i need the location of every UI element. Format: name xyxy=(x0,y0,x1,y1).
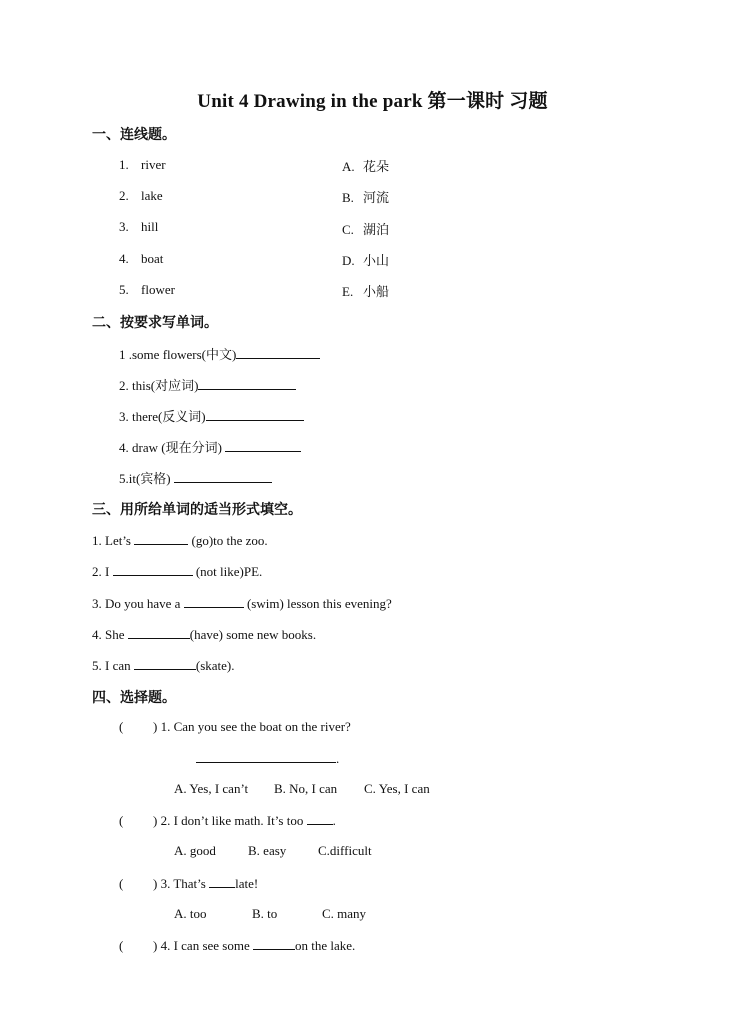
match-right-item: C. 湖泊 xyxy=(342,222,390,238)
answer-blank[interactable] xyxy=(236,346,320,359)
option-a[interactable]: A. good xyxy=(174,843,216,858)
option-c[interactable]: C.difficult xyxy=(318,843,372,858)
option-b[interactable]: B. easy xyxy=(248,843,287,858)
answer-blank[interactable] xyxy=(134,532,188,545)
answer-blank[interactable] xyxy=(184,595,244,608)
write-word-item: 3. there(反义词) xyxy=(119,406,304,425)
match-left-item: 3. hill xyxy=(119,219,159,234)
fill-blank-item: 3. Do you have a (swim) lesson this evening? xyxy=(92,596,392,611)
option-a[interactable]: A. Yes, I can’t xyxy=(174,781,249,796)
section3-heading: 三、用所给单词的适当形式填空。 xyxy=(92,502,302,518)
answer-blank[interactable] xyxy=(198,377,296,390)
answer-line: . xyxy=(196,750,339,767)
choice-question: ( ) 4. I can see some on the lake. xyxy=(119,938,356,953)
answer-blank[interactable] xyxy=(174,470,272,483)
answer-blank[interactable] xyxy=(134,657,196,670)
fill-blank-item: 1. Let’s (go)to the zoo. xyxy=(92,533,268,548)
choice-question: ( ) 2. I don’t like math. It’s too . xyxy=(119,813,336,828)
choice-question: ( ) 3. That’s late! xyxy=(119,876,259,891)
write-word-item: 4. draw (现在分词) xyxy=(119,437,301,456)
section2-heading: 二、按要求写单词。 xyxy=(92,315,218,331)
answer-blank[interactable] xyxy=(128,626,190,639)
fill-blank-item: 4. She (have) some new books. xyxy=(92,627,317,642)
option-b[interactable]: B. No, I can xyxy=(274,781,338,796)
section1-heading: 一、连线题。 xyxy=(92,127,176,143)
answer-blank[interactable] xyxy=(113,563,193,576)
option-c[interactable]: C. Yes, I can xyxy=(364,781,430,796)
match-right-item: E. 小船 xyxy=(342,284,390,300)
option-row xyxy=(174,843,372,859)
fill-blank-item: 2. I (not like)PE. xyxy=(92,564,263,579)
answer-blank[interactable] xyxy=(307,812,333,825)
answer-blank[interactable] xyxy=(225,439,301,452)
answer-bracket[interactable]: ( xyxy=(119,813,124,828)
match-right-item: D. 小山 xyxy=(342,253,390,269)
answer-blank[interactable] xyxy=(253,937,295,950)
section4-heading: 四、选择题。 xyxy=(92,690,176,706)
match-left-item: 2. lake xyxy=(119,188,163,203)
option-b[interactable]: B. to xyxy=(252,906,278,921)
option-c[interactable]: C. many xyxy=(322,906,367,921)
write-word-item: 5.it(宾格) xyxy=(119,468,272,487)
option-a[interactable]: A. too xyxy=(174,906,207,921)
answer-blank[interactable] xyxy=(206,408,304,421)
match-right-item: A. 花朵 xyxy=(342,159,390,175)
match-left-item: 5. flower xyxy=(119,282,175,297)
answer-bracket[interactable]: ( xyxy=(119,938,124,953)
page-title: Unit 4 Drawing in the park 第一课时 习题 xyxy=(197,91,548,112)
match-left-item: 4. boat xyxy=(119,251,164,266)
answer-bracket[interactable]: ( xyxy=(119,719,124,734)
option-row xyxy=(174,781,430,797)
write-word-item: 2. this(对应词) xyxy=(119,375,296,394)
match-left-item: 1. river xyxy=(119,157,166,172)
match-right-item: B. 河流 xyxy=(342,190,390,206)
fill-blank-item: 5. I can (skate). xyxy=(92,658,235,673)
answer-blank[interactable] xyxy=(196,750,336,763)
write-word-item: 1 .some flowers(中文) xyxy=(119,344,320,363)
option-row xyxy=(174,906,366,922)
choice-question: ( ) 1. Can you see the boat on the river? xyxy=(119,719,351,734)
answer-blank[interactable] xyxy=(209,875,235,888)
answer-bracket[interactable]: ( xyxy=(119,876,124,891)
